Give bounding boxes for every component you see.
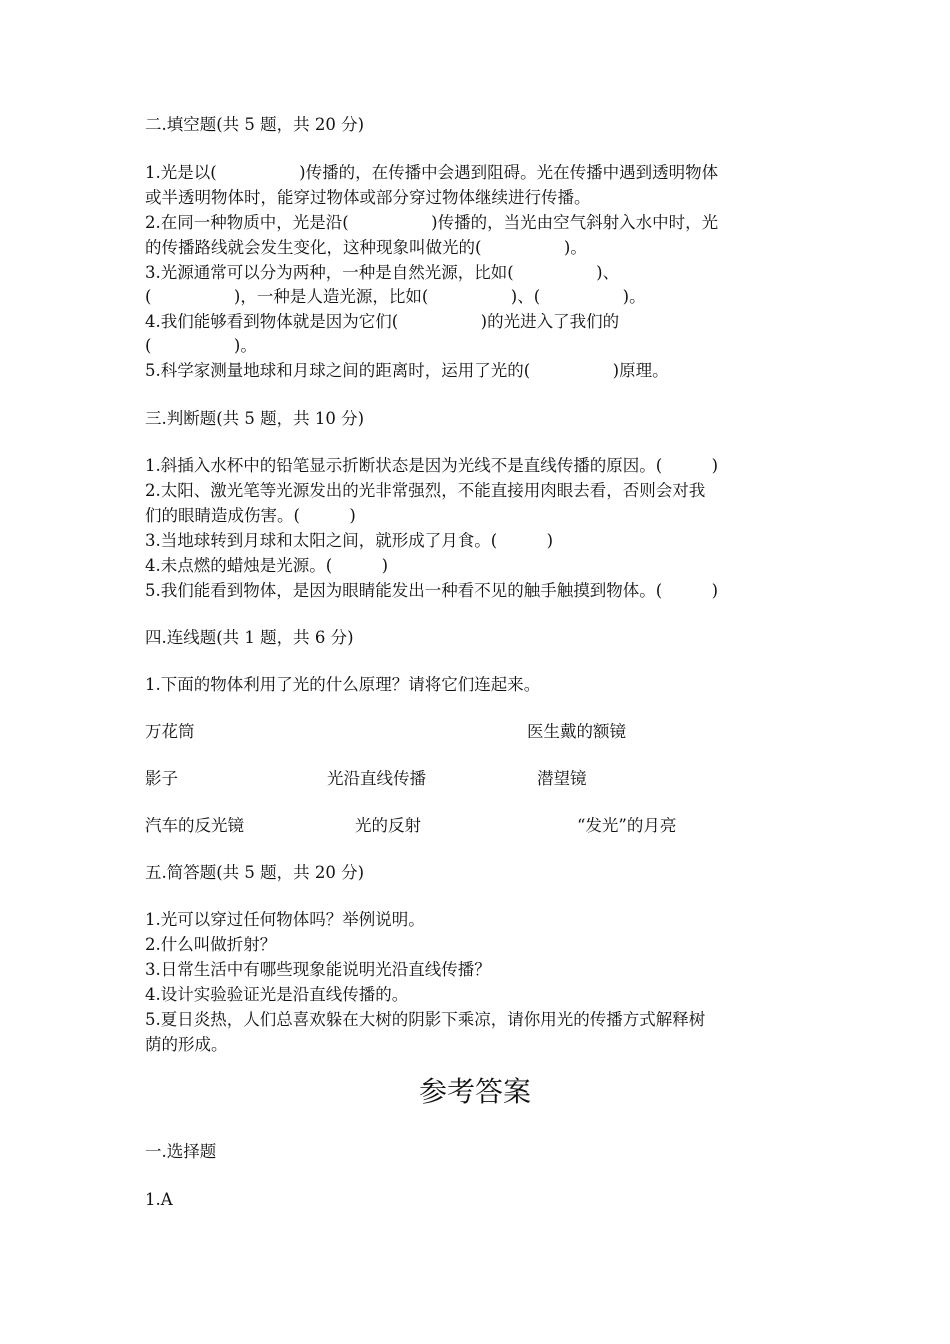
question-line: 荫的形成。 [145,1035,228,1054]
question-line: 2.在同一种物质中，光是沿( )传播的，当光由空气斜射入水中时，光 [145,213,719,232]
question-line: 1.斜插入水杯中的铅笔显示折断状态是因为光线不是直线传播的原因。( ) [145,456,719,475]
question-line: 2.太阳、激光笔等光源发出的光非常强烈，不能直接用肉眼去看，否则会对我 [145,481,706,500]
match-left-item: 汽车的反光镜 [145,816,244,835]
match-left-item: 万花筒 [145,722,195,741]
question-line: 2.什么叫做折射？ [145,935,277,954]
question-line: 4.未点燃的蜡烛是光源。( ) [145,556,389,575]
question-line: 5.我们能看到物体，是因为眼睛能发出一种看不见的触手触摸到物体。( ) [145,581,719,600]
section-heading-answers: 一.选择题 [145,1142,217,1161]
match-right-item: “发光”的月亮 [577,816,677,835]
question-line: 5.夏日炎热，人们总喜欢躲在大树的阴影下乘凉，请你用光的传播方式解释树 [145,1010,706,1029]
match-middle-item: 光的反射 [355,816,421,835]
question-line: 们的眼睛造成伤害。( ) [145,506,356,525]
answers-title: 参考答案 [418,1075,531,1108]
match-question: 1.下面的物体利用了光的什么原理？请将它们连起来。 [145,675,541,694]
question-line: 或半透明物体时，能穿过物体或部分穿过物体继续进行传播。 [145,188,591,207]
section-heading-fill: 二.填空题(共 5 题，共 20 分) [145,115,365,134]
section-heading-short: 五.简答题(共 5 题，共 20 分) [145,863,365,882]
question-line: 5.科学家测量地球和月球之间的距离时，运用了光的( )原理。 [145,361,669,380]
question-line: ( )。 [145,336,257,355]
section-heading-judge: 三.判断题(共 5 题，共 10 分) [145,409,365,428]
question-line: 1.光可以穿过任何物体吗？举例说明。 [145,910,425,929]
answer-line: 1.A [145,1190,173,1209]
section-heading-match: 四.连线题(共 1 题，共 6 分) [145,628,354,647]
match-right-item: 潜望镜 [537,769,587,788]
question-line: ( )，一种是人造光源，比如( )、( )。 [145,287,646,306]
match-right-item: 医生戴的额镜 [527,722,626,741]
question-line: 4.设计实验验证光是沿直线传播的。 [145,985,409,1004]
match-middle-item: 光沿直线传播 [327,769,426,788]
question-line: 3.当地球转到月球和太阳之间，就形成了月食。( ) [145,531,554,550]
question-line: 4.我们能够看到物体就是因为它们( )的光进入了我们的 [145,312,620,331]
question-line: 1.光是以( )传播的，在传播中会遇到阻碍。光在传播中遇到透明物体 [145,163,719,182]
question-line: 的传播路线就会发生变化，这种现象叫做光的( )。 [145,238,587,257]
match-left-item: 影子 [145,769,178,788]
question-line: 3.光源通常可以分为两种，一种是自然光源，比如( )、 [145,263,620,282]
question-line: 3.日常生活中有哪些现象能说明光沿直线传播？ [145,960,491,979]
